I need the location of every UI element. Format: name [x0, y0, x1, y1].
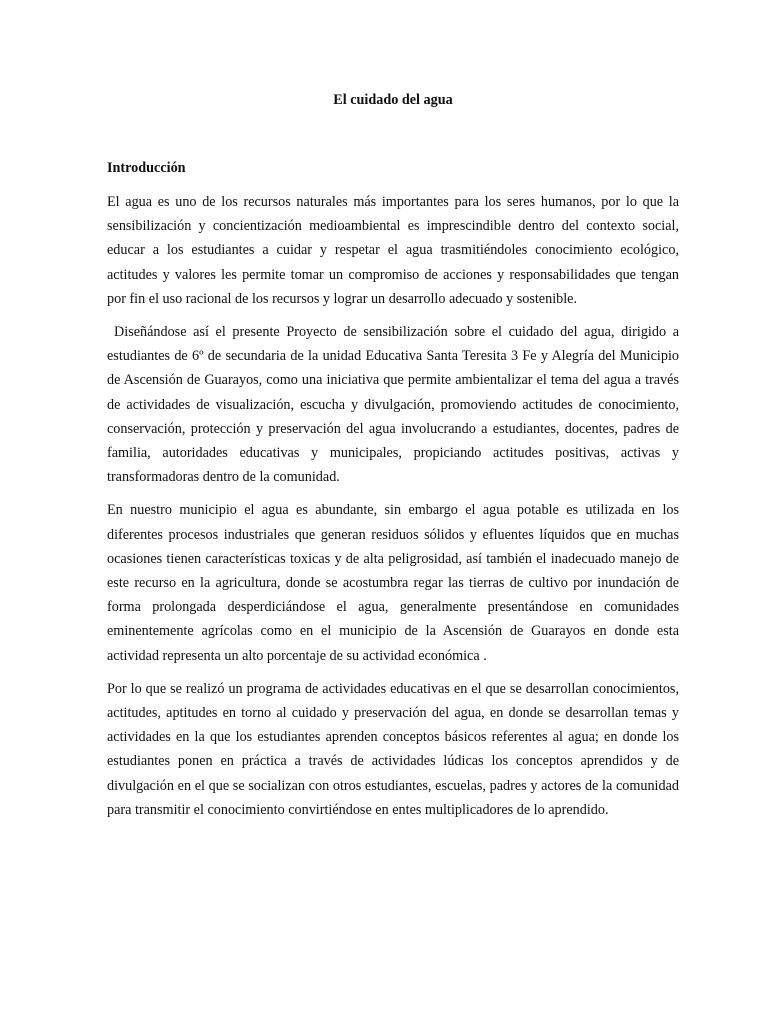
section-heading: Introducción — [107, 160, 186, 176]
paragraph-project: Diseñándose así el presente Proyecto de sensibilización sobre el cuidado del agua, dirigido a estudiantes de 6º de secundaria de la unidad Educativa Santa Teresita 3 Fe y Alegría del Municipio de Ascensión de Guarayos, como una iniciativa que permite ambientalizar el tema del agua a través de actividades de visualización, escucha y divulgación, promoviendo actitudes de conocimiento, conservación, protección y preservación del agua involucrando a estudiantes, docentes, padres de familia, autoridades educativas y municipales, propiciando actitudes positivas, activas y transformadoras dentro de la comunidad. — [107, 324, 679, 486]
document-body — [107, 88, 679, 831]
page-title: El cuidado del agua — [333, 92, 453, 108]
paragraph-municipality: En nuestro municipio el agua es abundante, sin embargo el agua potable es utilizada en los diferentes procesos industriales que generan residuos sólidos y efluentes líquidos que en muchas ocasiones tienen características toxicas y de alta peligrosidad, así también el inadecuado manejo de este recurso en la agricultura, donde se acostumbra regar las tierras de cultivo por inundación de forma prolongada desperdiciándose el agua, generalmente presentándose en comunidades eminentemente agrícolas como en el municipio de la Ascensión de Guarayos en donde esta actividad representa un alto porcentaje de su actividad económica . — [107, 502, 679, 664]
paragraph-intro: El agua es uno de los recursos naturales más importantes para los seres humanos, por lo que la sensibilización y concientización medioambiental es imprescindible dentro del contexto social, educar a los estudiantes a cuidar y respetar el agua trasmitiéndoles conocimiento ecológico, actitudes y valores les permite tomar un compromiso de acciones y responsabilidades que tengan por fin el uso racional de los recursos y lograr un desarrollo adecuado y sostenible. — [107, 194, 679, 307]
paragraph-program: Por lo que se realizó un programa de actividades educativas en el que se desarrollan conocimientos, actitudes, aptitudes en torno al cuidado y preservación del agua, en donde se desarrollan temas y actividades en la que los estudiantes aprenden conceptos básicos referentes al agua; en donde los estudiantes ponen en práctica a través de actividades lúdicas los conceptos aprendidos y de divulgación en el que se socializan con otros estudiantes, escuelas, padres y actores de la comunidad para transmitir el conocimiento convirtiéndose en entes multiplicadores de lo aprendido. — [107, 680, 679, 818]
